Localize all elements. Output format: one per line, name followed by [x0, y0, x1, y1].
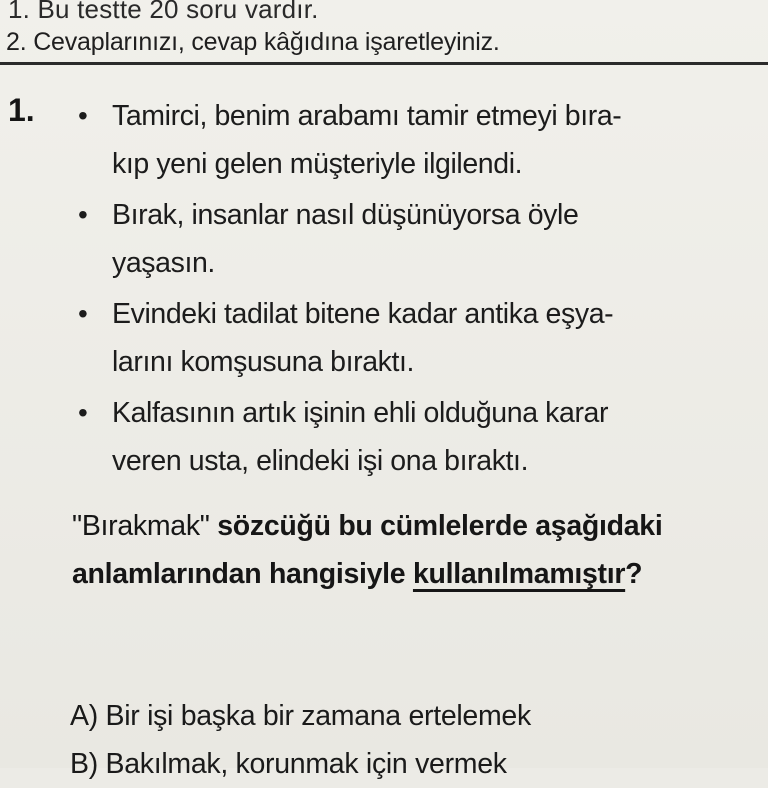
option-a[interactable]: A) Bir işi başka bir zamana ertelemek [70, 700, 531, 732]
example-sentence-4 [76, 389, 756, 485]
example-sentence-1 [76, 92, 756, 188]
example-sentence-3 [76, 290, 756, 386]
sentence-text: Bırak, insanlar nasıl düşünüyorsa öyle yaşasın. [112, 199, 579, 279]
bullet-icon: • [78, 199, 88, 230]
prompt-end: ? [625, 558, 643, 590]
quoted-word: "Bırakmak" [72, 510, 210, 542]
sentence-text: Kalfasının artık işinin ehli olduğuna karar veren usta, elindeki işi ona bıraktı. [112, 397, 609, 477]
question-number: 1. [8, 92, 35, 128]
question-prompt [72, 502, 752, 598]
instruction-line-1: 1. Bu testte 20 soru vardır. [8, 0, 319, 24]
bullet-icon: • [78, 100, 88, 131]
prompt-text: sözcüğü bu cümlelerde aşağıdaki anlamlarından hangisiyle [72, 510, 663, 590]
header-divider [0, 62, 768, 65]
sentence-text: Tamirci, benim arabamı tamir etmeyi bıra- kıp yeni gelen müşteriyle ilgilendi. [112, 100, 622, 180]
example-sentence-2 [76, 191, 756, 287]
example-sentences-list [76, 92, 756, 488]
sentence-text: Evindeki tadilat bitene kadar antika eşya- larını komşusuna bıraktı. [112, 298, 614, 378]
answer-options [70, 692, 760, 788]
instruction-line-2: 2. Cevaplarınızı, cevap kâğıdına işaretleyiniz. [6, 28, 500, 56]
option-b[interactable]: B) Bakılmak, korunmak için vermek [70, 748, 507, 780]
bullet-icon: • [78, 298, 88, 329]
emphasized-word: kullanılmamıştır [412, 558, 626, 590]
bullet-icon: • [78, 397, 88, 428]
